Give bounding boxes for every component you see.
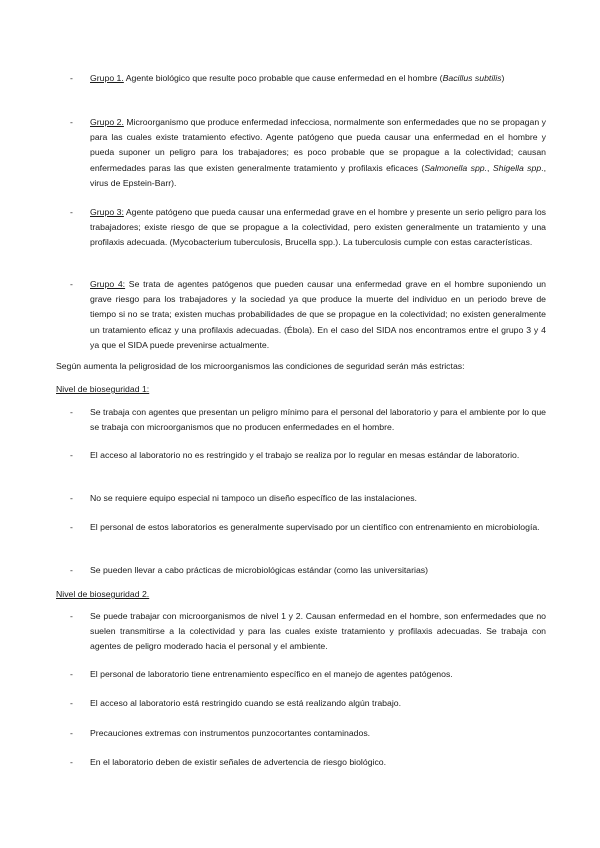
level-1-item: - Se trabaja con agentes que presentan un peligro mínimo para el personal del laboratorio y para el ambiente por lo que se trabaja con microorganismos que no producen enfermedades en el hombre. bbox=[70, 407, 546, 433]
level-2-item: - Se puede trabajar con microorganismos de nivel 1 y 2. Causan enfermedad en el hombre, son enfermedades que no suelen transmitirse a la colectividad y para las cuales existe tratamiento y profilaxis adecuadas. Se trabaja con agentes de peligro moderado hacia el personal y el ambiente. bbox=[70, 611, 546, 652]
level-2-item: - En el laboratorio deben de existir señales de advertencia de riesgo biológico. bbox=[70, 755, 546, 770]
level-2-item: - El acceso al laboratorio está restringido cuando se está realizando algún trabajo. bbox=[70, 696, 546, 711]
intro-paragraph: Según aumenta la peligrosidad de los microorganismos las condiciones de seguridad serán más estrictas: bbox=[56, 361, 465, 371]
group-2-title: Grupo 2. bbox=[90, 117, 124, 127]
level-1-item: - Se pueden llevar a cabo prácticas de microbiológicas estándar (como las universitarias) bbox=[70, 563, 546, 578]
bullet-dash: - bbox=[70, 565, 73, 575]
level-1-item: - No se requiere equipo especial ni tampoco un diseño específico de las instalaciones. bbox=[70, 491, 546, 506]
group-3-title: Grupo 3: bbox=[90, 207, 124, 217]
bullet-dash: - bbox=[70, 407, 73, 417]
bullet-dash: - bbox=[70, 73, 73, 83]
group-1-example: Bacillus subtilis bbox=[442, 73, 502, 83]
bullet-dash: - bbox=[70, 698, 73, 708]
bullet-dash: - bbox=[70, 279, 73, 289]
bullet-dash: - bbox=[70, 757, 73, 767]
level-2-item: - Precauciones extremas con instrumentos punzocortantes contaminados. bbox=[70, 726, 546, 741]
group-3-item bbox=[70, 205, 546, 251]
group-2-example-2: Shigella spp bbox=[492, 162, 542, 173]
group-4-text: Se trata de agentes patógenos que pueden causar una enfermedad grave en el hombre suponiendo un grave riesgo para los trabajadores y la sociedad ya que produce la muerte del individuo en un periodo breve de tiempo si no se trata; existen muchas probabilidades de que se propague en la colectividad; no existen generalmente un tratamiento eficaz y una profilaxis adecuadas. (Ébola). En el caso del SIDA nos encontramos entre el grupo 3 y 4 ya que el SIDA puede prevenirse actualmente. bbox=[90, 279, 546, 350]
bullet-dash: - bbox=[70, 450, 73, 460]
group-3-text: Agente patógeno que pueda causar una enfermedad grave en el hombre y presente un serio peligro para los trabajadores; existe riesgo de que se propague a la colectividad, pero existen generalmente un tratamiento y una profilaxis adecuada. (Mycobacterium tuberculosis, Brucella spp.). La tuberculosis cumple con estas características. bbox=[90, 207, 546, 248]
level-1-item: - El acceso al laboratorio no es restringido y el trabajo se realiza por lo regular en mesas estándar de laboratorio. bbox=[70, 448, 546, 463]
level-2-item: - El personal de laboratorio tiene entrenamiento específico en el manejo de agentes patógenos. bbox=[70, 667, 546, 682]
bullet-dash: - bbox=[70, 669, 73, 679]
group-1-text: Agente biológico que resulte poco probable que cause enfermedad en el hombre ( bbox=[123, 73, 443, 83]
group-1-item: - Grupo 1. Agente biológico que resulte poco probable que cause enfermedad en el hombre (Bacillus subtilis) bbox=[70, 71, 546, 86]
level-1-heading: Nivel de bioseguridad 1: bbox=[56, 384, 150, 394]
group-2-item: - Grupo 2. Microorganismo que produce enfermedad infecciosa, normalmente son enfermedades que no se propagan y para las cuales existe tratamiento efectivo. Agente patógeno que pueda causar una enfermedad en el hombre y pueda suponer un peligro para los trabajadores; es poco probable que se propague a la colectividad; causan enfermedades paras las que existen generalmente tratamiento y profilaxis eficaces (Salmonella spp., Shigella spp., virus de Epstein-Barr). bbox=[70, 117, 546, 188]
bullet-dash: - bbox=[70, 728, 73, 738]
bullet-dash: - bbox=[70, 493, 73, 503]
bullet-dash: - bbox=[70, 611, 73, 621]
group-4-item bbox=[70, 277, 546, 353]
bullet-dash: - bbox=[70, 522, 73, 532]
bullet-dash: - bbox=[70, 207, 73, 217]
group-2-text: Microorganismo que produce enfermedad infecciosa, normalmente son enfermedades que no se propagan y para las cuales existe tratamiento efectivo. Agente patógeno que pueda causar una enfermedad en el hombre y pueda suponer un peligro para los trabajadores; es poco probable que se propague a la colectividad; causan enfermedades paras las que existen generalmente tratamiento y profilaxis eficaces ( bbox=[90, 117, 546, 173]
bullet-dash: - bbox=[70, 117, 73, 127]
group-1-title: Grupo 1. bbox=[90, 73, 124, 83]
level-2-heading: Nivel de bioseguridad 2. bbox=[56, 589, 150, 599]
group-2-example-1: Salmonella spp. bbox=[424, 162, 488, 173]
group-4-title: Grupo 4: bbox=[90, 279, 126, 289]
level-1-item: - El personal de estos laboratorios es generalmente supervisado por un científico con entrenamiento en microbiología. bbox=[70, 520, 546, 535]
